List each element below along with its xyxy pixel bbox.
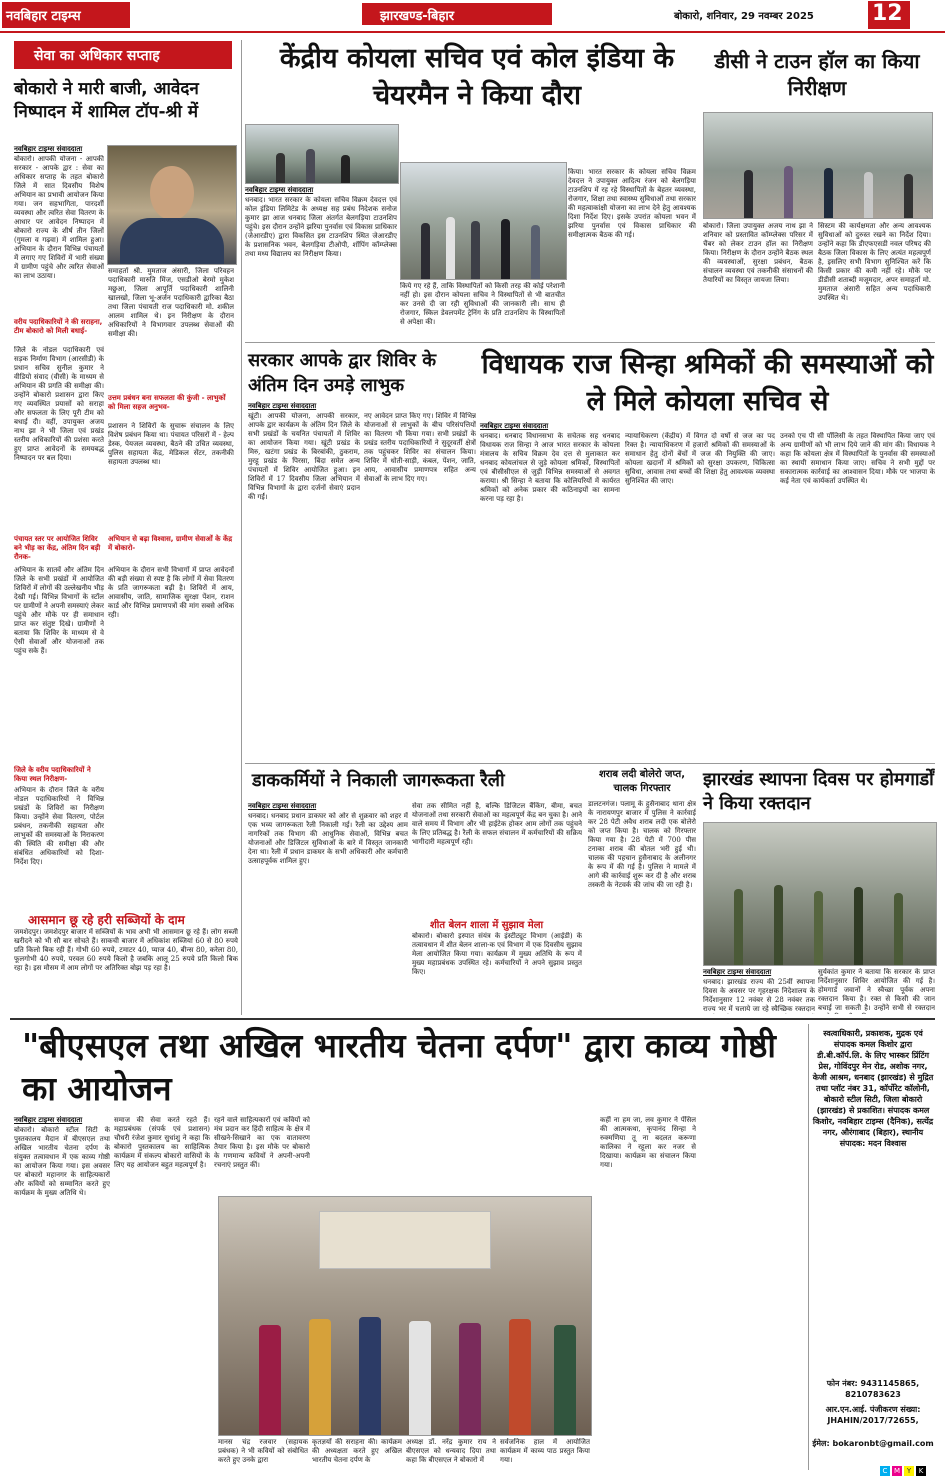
sidebar-headline: बोकारो ने मारी बाजी, आवेदन निष्पादन में शामिल टॉप-श्री में: [14, 79, 199, 122]
bottom-col-1: बोकारो। बोकारो स्टील सिटी के पुस्तकालय मैदान में बीएसएल तथा अखिल भारतीय चेतना दर्पण के संयुक्त तत्वावधान में एक काव्य गोष्ठी का आयोजन किया गया। इस अवसर पर बोकारो महानगर के साहित्यकारों और कवियों को सम्मानित करते हुए कार्यक्रम के मुख्य अतिथि थे।: [14, 1126, 110, 1197]
arrest-headline: शराब लदी बोलेरो जप्त, चालक गिरफ्तार: [598, 769, 686, 794]
sidebar-text-5: समाहर्ता श्री. मुमताज अंसारी, जिला परिवहन पदाधिकारी मारुति मिंज, एसडीओ बेरमो मुकेश मछुआ, जिला आपूर्ति पदाधिकारी शालिनी खालखो, जिला भू-अर्जन पदाधिकारी द्वारिका बैठा तथा जिला पंचायती राज पदाधिकारी मो. शकील आलम शामिल थे। इन निरीक्षण के दौरान अधिकारियों ने विभागवार उपलब्ध सेवाओं की समीक्षा की।: [108, 267, 234, 338]
sidebar-subhead-1: वरीय पदाधिकारियों ने की सराहना, टीम बोकारो को मिली बधाई-: [14, 318, 103, 335]
photo-person: [409, 1321, 431, 1435]
imprint-divider: [808, 1024, 809, 1470]
official-portrait: [107, 145, 237, 265]
mla-col-3: उनको एच पी सी पॉलिसी के तहत विस्थापित किया जाए एवं अन्य ग्रामीणों को भी लाभ दिये जाने की मांग की। विधायक ने कहा कि कोयला क्षेत्र में विस्थापितों के पुनर्वास की समस्याओं का स्थायी समाधान किया जाए। सचिव ने सभी मुद्दों पर सकारात्मक कार्रवाई का आश्वासन दिया। मौके पर भाजपा के कई नेता एवं कार्यकर्ता उपस्थित थे।: [780, 432, 935, 485]
cmyk-k: K: [916, 1466, 926, 1476]
photo-person: [824, 168, 833, 218]
homeguard-headline: झारखंड स्थापना दिवस पर होमगार्डों ने किया रक्तदान: [703, 769, 934, 814]
masthead-rule: [0, 31, 945, 33]
lead-photo-1: [245, 124, 399, 184]
photo-person: [894, 893, 903, 965]
mla-headline: विधायक राज सिन्हा श्रमिकों की समस्याओं को ले मिले कोयला सचिव से: [481, 349, 934, 417]
photo-person: [459, 1323, 481, 1435]
section-name: झारखण्ड-बिहार: [380, 9, 455, 24]
lead-col-2: किये गए रहे हैं, ताकि विस्थापितों को किसी तरह की कोई परेशानी नहीं हो। इस दौरान कोयला सचिव ने विस्थापितों से भी बातचीत कर उनसे दी जा रही सुविधाओं की जानकारी ली। साथ ही रोजगार, स्किल डेवलपमेंट ट्रेनिंग के प्रति टाउनशिप के विस्थापितों से अपेक्षा की।: [400, 282, 565, 326]
sidebar-text-2: जिले के नोडल पदाधिकारी एवं सड़क निर्माण विभाग (आरसीडी) के प्रधान सचिव सुनील कुमार ने वीडियो संवाद (वीसी) के माध्यम से अभियान की प्रगति की समीक्षा की। उन्होंने बोकारो प्रशासन द्वारा किए गए व्यवस्थित प्रयासों को सराहा और सफलता के लिए पूरी टीम को बधाई दी। वहीं, उपायुक्त अजय नाथ झा ने भी जिला एवं प्रखंड स्तरीय अधिकारियों की प्रशंसा करते हुए प्राप्त आवेदनों के समयबद्ध निष्पादन पर बल दिया।: [14, 346, 104, 462]
postal-byline: नवबिहार टाइम्स संवाददाता: [248, 802, 317, 810]
photo-person: [276, 153, 285, 183]
sidebar-byline: नवबिहार टाइम्स संवाददाता: [14, 145, 83, 153]
poetry-meet-photo: [218, 1196, 592, 1436]
homeguard-photo: [703, 822, 937, 966]
portrait-face: [150, 166, 194, 220]
section-rule: [245, 342, 935, 343]
cmyk-y: Y: [904, 1466, 914, 1476]
photo-person: [864, 172, 873, 218]
photo-person: [421, 223, 430, 279]
bottom-col-2: समाज की सेवा करते रहते हैं। महाप्रबंधक (संपर्क एवं प्रशासन) चौधरी रंजेश कुमार सुधांशु ने कहा कि बोकारो पुस्तकालय का साहित्यिक कार्यक्रम में संकल्प बोकारो वासियों के लिए यह आयोजन बहुत महत्वपूर्ण है।: [114, 1116, 210, 1169]
imprint-registration: आर.एन.आई. पंजीकरण संख्या: JHAHIN/2017/72655,: [825, 1405, 921, 1425]
imprint-text: स्वत्वाधिकारी, प्रकाशक, मुद्रक एवं संपादक कमल किशोर द्वारा डी.बी.कॉर्प.लि. के लिए भास्कर प्रिंटिंग प्रेस, गोविंदपुर मेन रोड, अशोक नगर, केजी आश्रम, धनबाद (झारखंड) से मुद्रित तथा प्लॉट नंबर 31, कॉर्पोरेट कॉलोनी, बोकारो स्टील सिटी, जिला बोकारो (झारखंड) से प्रकाशित। संपादक कमल किशोर, नवबिहार टाइम्स (दैनिक), सत्येंद्र नगर, औरंगाबाद (बिहार), स्थानीय संपादक: मदन विश्वास: [812, 1029, 934, 1148]
photo-person: [744, 170, 753, 218]
portrait-suit: [120, 218, 224, 264]
cmyk-c: C: [880, 1466, 890, 1476]
sidebar-label: सेवा का अधिकार सप्ताह: [34, 48, 160, 64]
bottom-byline: नवबिहार टाइम्स संवाददाता: [14, 1116, 83, 1124]
photo-person: [904, 174, 913, 218]
mla-col-2: न्यायाधिकरण (केंद्रीय) में विगत दो वर्षों से जज का पद रिक्त है। न्यायाधिकरण में हजारों श्रमिकों की समस्याओं के समाधान हेतु दोनों बेंचों में जज की नियुक्ति की जाए। कोयला खदानों में श्रमिकों को सुरक्षा उपकरण, चिकित्सा सुविधा, आवास तथा बच्चों की शिक्षा हेतु आवश्यक व्यवस्था सुनिश्चित की जाए।: [625, 432, 775, 485]
imprint-email: ईमेल: bokaronbt@gmail.com: [812, 1439, 934, 1448]
veg-text: जमशेदपुर। जमशेदपुर बाजार में सब्जियों के भाव अभी भी आसमान छू रहे हैं। लोग सब्जी खरीदने को भी सौ बार सोचते हैं। साकची बाजार में अधिकांश सब्जियां 60 से 80 रुपये प्रति किलो बिक रही हैं। गोभी 60 रुपये, टमाटर 40, प्याज 40, बीन्स 80, करेला 80, फूलगोभी 40 रुपये, परवल 60 रुपये किलो है जबकि आलू 25 रुपये प्रति किलो बिक रहा है। इस मौसम में आम लोगों पर अतिरिक्त बोझ पड़ रहा है।: [14, 928, 238, 972]
photo-person: [734, 889, 743, 965]
postal-col-2b: बोकारो। बोकारो इस्पात संयंत्र के इंस्टीट्यूट विभाग (आईडी) के तत्वावधान में शीत बेलन शाला-क एवं विभाग में एक दिवसीय सुझाव मेला आयोजित किया गया। कार्यक्रम में मुख्य अतिथि के रूप में मुख्य महाप्रबंधक उपस्थित रहे। कर्मचारियों ने अपने सुझाव प्रस्तुत किए।: [412, 932, 582, 976]
bottom-col-4: कहीं ना हम जा, लव कुमार ने पेंसिल की आत्मकथा, कृपानंद सिन्हा ने रुक्मणिया तू ना बदलत करूणा कालिका ने रहूला कर नजर से दिखाया। कार्यक्रम का संचालन किया गया।: [600, 1116, 696, 1169]
lead-headline: केंद्रीय कोयला सचिव एवं कोल इंडिया के चेयरमैन ने किया दौरा: [279, 43, 675, 111]
camp-headline: सरकार आपके द्वार शिविर के अंतिम दिन उमड़े लाभुक: [248, 350, 437, 396]
photo-person: [814, 891, 823, 965]
photo-person: [531, 225, 540, 279]
postal-col-2: सेवा तक सीमित नहीं है, बल्कि डिजिटल बैंकिंग, बीमा, बचत योजनाओं तथा सरकारी सेवाओं का महत्वपूर्ण केंद्र बन चुका है। आने वाले समय में विभाग और भी हाईटेक होकर आम लोगों तक पहुंचने के लिए प्रतिबद्ध है। रैली के सफल संचालन में कर्मचारियों की सक्रिय भागीदारी महत्वपूर्ण रही।: [412, 802, 582, 846]
lead-col-1: धनबाद। भारत सरकार के कोयला सचिव विक्रम देवदत्त एवं कोल इंडिया लिमिटेड के अध्यक्ष सह प्रबंध निदेशक सनोज कुमार झा आज धनबाद जिला अंतर्गत बेलगड़िया टाउनशिप पहुंचे। इस दौरान उन्होंने झरिया पुनर्वास एवं विकास प्राधिकार (जेआरडीए) द्वारा विकसित इस टाउनशिप स्थित जेआरडीए के प्रशासनिक भवन, बेलगड़िया टीओपी, शॉपिंग कॉम्प्लेक्स तथा मध्य विद्यालय का निरीक्षण किया।: [245, 196, 397, 258]
lead-photo-2: [400, 162, 567, 280]
lead-byline: नवबिहार टाइम्स संवाददाता: [245, 186, 314, 194]
photo-person: [309, 1319, 331, 1435]
dateline: बोकारो, शनिवार, 29 नवम्बर 2025: [674, 11, 814, 22]
camp-col-1: खूंटी। आपकी योजना, आपकी सरकार, आपके द्वार कार्यक्रम के अंतिम दिन जिले के सभी प्रखंडों के चयनित पंचायतों में शिविर का आयोजन किया गया। खूंटी प्रखंड के मिरु, खटंगा प्रखंड के बिरबांकी, ठुकराम, मुरहू प्रखंड के पिरसा, बिंदा समेत अन्य पंचायतों में शिविर आयोजित हुआ। इन शिविरों में 17 दिवसीय जिला अभियान में विभिन्न विभागों के द्वारा दर्जनों सेवाएं प्रदान की गईं।: [248, 412, 360, 501]
bottom-caption-3: अध्यक्ष डॉ. नरेंद्र कुमार राय ने बीएसएल को धन्यवाद दिया तथा कहा कि बीएसएल ने बोकारो में: [406, 1438, 496, 1464]
postal-subhead: शीत बेलन शाला में सुझाव मेला: [430, 920, 544, 931]
photo-person: [509, 1319, 531, 1435]
sidebar-subhead-5: अभियान से बढ़ा विश्वास, ग्रामीण सेवाओं के केंद्र में बोकारो-: [108, 535, 233, 552]
photo-person: [306, 149, 315, 183]
brand-name: नवबिहार टाइम्स: [6, 9, 81, 24]
bottom-caption-2: कृतज्ञयों की सराहना की। कार्यक्रम की अध्यक्षता करते हुए अखिल भारतीय चेतना दर्पण के: [312, 1438, 402, 1464]
photo-person: [259, 1325, 281, 1435]
sidebar-text-6: प्रशासन ने शिविरों के सुचारू संचालन के लिए विशेष प्रबंधन किया था। पंचायत परिसरों में - हेल्प डेस्क, पेयजल व्यवस्था, बैठने की उचित व्यवस्था, पुलिस सहायता केंद्र, मेडिकल सेंटर, तकनीकी सहायता उपलब्ध था।: [108, 422, 234, 466]
photo-person: [359, 1317, 381, 1435]
mla-col-1: धनबाद। धनबाद विधानसभा के सचेतक सह धनबाद विधायक राज सिन्हा ने आज भारत सरकार के कोयला मंत्रालय के सचिव विक्रम देव दत्त से मुलाकात कर धनबाद कोयलांचल से जुड़े कोयला श्रमिकों, विस्थापितों एवं बीसीसीएल से जुड़ी विभिन्न समस्याओं से अवगत कराया। श्री सिन्हा ने बताया कि कोलियरियों में कार्यरत श्रमिकों को अनेक प्रकार की कठिनाइयों का सामना करना पड़ रहा है।: [480, 432, 620, 503]
lead-col-3: किया। भारत सरकार के कोयला सचिव विक्रम देवदत्त ने उपायुक्त आदित्य रंजन को बेलगड़िया टाउनशिप में रह रहे विस्थापितों के बेहतर व्यवस्था, रोजगार, शिक्षा तथा स्वास्थ्य सुविधाओं तथा सरकार की महत्वाकांक्षी योजना का लाभ देने हेतु आवश्यक दिशा निर्देश दिए। इसके उपरांत कोयला भवन में झरिया पुनर्वास एवं विकास प्राधिकार की समीक्षात्मक बैठक की गई।: [568, 168, 696, 239]
imprint-phone: फोन नंबर: 9431145865, 8210783623: [826, 1379, 920, 1399]
section-rule: [245, 763, 935, 764]
homeguard-byline: नवबिहार टाइम्स संवाददाता: [703, 968, 772, 976]
sidebar-divider: [241, 40, 242, 1015]
photo-person: [774, 885, 783, 965]
photo-person: [446, 217, 455, 279]
sidebar-text-7: अभियान के दौरान सभी विभागों में प्राप्त आवेदनों की बड़ी संख्या से स्पष्ट है कि लोगों में सेवा वितरण के प्रति जागरूकता बढ़ी है। शिविरों में आय, आवासीय, जाति, सामाजिक सुरक्षा पेंशन, राशन कार्ड और विभिन्न प्रमाणपत्रों की मांग सबसे अधिक रही।: [108, 566, 234, 619]
arrest-text: डालटनगंज। पलामू के हुसैनाबाद थाना क्षेत्र के नारायणपुर बाजार में पुलिस ने कार्रवाई कर 28 पेटी अवैध शराब लदी एक बोलेरो को जप्त किया है। चालक को गिरफ्तार किया गया है। 28 पेटी में 700 पीस टनाका शराब की बोतल भरी हुई थी। चालक की पहचान हुसैनाबाद के अलीनगर के रूप में की गई है। पुलिस ने मामले में आगे की कार्रवाई शुरू कर दी है और शराब तस्करी के नेटवर्क की जांच की जा रही है।: [588, 800, 696, 889]
dc-col-2: सिस्टम की कार्यक्षमता और अन्य आवश्यक सुविधाओं को दुरुस्त रखने का निर्देश दिया। उन्होंने कहा कि डीएफएसडी नवल परिषद की बैठक जिला विकास के लिए अत्यंत महत्वपूर्ण है, इसलिए सभी विभाग सुनिश्चित करें कि किसी प्रकार की कमी नहीं रहे। मौके पर डीडीसी शताब्दी मजूमदार, अपर समाहर्ता मो. मुमताज अंसारी सहित अन्य पदाधिकारी उपस्थित थे।: [818, 222, 931, 302]
photo-person: [501, 219, 510, 279]
bottom-headline: "बीएसएल तथा अखिल भारतीय चेतना दर्पण" द्वारा काव्य गोष्ठी का आयोजन: [22, 1026, 776, 1108]
photo-person: [341, 155, 350, 183]
photo-person: [554, 1325, 576, 1435]
dc-col-1: बोकारो। जिला उपायुक्त अजय नाथ झा ने शनिवार को प्रस्तावित कॉम्प्लेक्स परिसर में चैंबर को लेकर टाउन हॉल का निरीक्षण किया। निरीक्षण के दौरान उन्होंने बैठक स्थल की व्यवस्थाओं, सुरक्षा प्रबंधन, बैठक संचालन व्यवस्था एवं तकनीकी संसाधनों की तैयारियों का विस्तृत जायजा लिया।: [703, 222, 813, 284]
sidebar-text-1: बोकारो। आपकी योजना - आपकी सरकार - आपके द्वार : सेवा का अधिकार सप्ताह के तहत बोकारो जिले में सात दिवसीय विशेष अभियान का प्रभावी आयोजन किया गया। जन सहभागिता, पारदर्शी व्यवस्था और त्वरित सेवा वितरण के आधार पर आवेदन निष्पादन में बोकारो राज्य के शीर्ष तीन जिलों (गुमला व गढ़वा) में शामिल हुआ। अभियान के दौरान विभिन्न पंचायतों में लगाए गए शिविरों में भारी संख्या में ग्रामीण पहुंचे और त्वरित सेवाओं का लाभ उठाया।: [14, 155, 104, 280]
dc-photo: [703, 112, 933, 219]
sidebar-subhead-3: जिले के वरीय पदाधिकारियों ने किया स्थल निरीक्षण-: [14, 766, 91, 783]
camp-byline: नवबिहार टाइम्स संवाददाता: [248, 402, 317, 410]
homeguard-col-2: सुर्यकांत कुमार ने बताया कि सरकार के प्राप्त निर्देशानुसार शिविर आयोजित की गई है। होमगार्ड जवानों ने स्वैच्छा पूर्वक अपना रक्तदान किया है। रक्त से किसी की जान बचाई जा सकती है। उन्होंने सभी से रक्तदान: [818, 968, 935, 1012]
bottom-rule: [10, 1018, 935, 1020]
cmyk-marks: [880, 1466, 940, 1476]
sidebar-subhead-4: उत्तम प्रबंधन बना सफलता की कुंजी - लाभुकों को मिला सहज अनुभव-: [108, 394, 226, 411]
sidebar-subhead-2: पंचायत स्तर पर आयोजित शिविर बने भीड़ का केंद्र, अंतिम दिन बड़ी रौनक-: [14, 535, 101, 561]
bottom-col-3: रहने वाले साहित्यकारों एवं कवियों को मंच प्रदान कर हिंदी साहित्य के क्षेत्र में सीखने-सिखाने का एक वातावरण तैयार किया है। इस मौके पर बोकारो के गणमान्य कवियों ने अपनी-अपनी रचनाएं प्रस्तुत कीं।: [214, 1116, 310, 1169]
cmyk-m: M: [893, 1467, 901, 1475]
mla-byline: नवबिहार टाइम्स संवाददाता: [480, 422, 549, 430]
photo-person: [471, 221, 480, 279]
veg-headline: आसमान छू रहे हरी सब्जियों के दाम: [28, 913, 185, 927]
sidebar-text-3: अभियान के सातवें और अंतिम दिन जिले के सभी प्रखंडों में आयोजित शिविरों में लोगों की उल्लेखनीय भीड़ देखी गई। विभिन्न विभागों के स्टॉल पर ग्रामीणों ने अपनी समस्याएं लेकर पहुंचे और मौके पर ही समाधान प्राप्त कर संतुष्ट दिखे। ग्रामीणों ने बताया कि शिविर के माध्यम से वे ऐसी सेवाओं और योजनाओं तक पहुंच सके हैं।: [14, 566, 104, 655]
page-number: 12: [872, 1, 903, 26]
homeguard-col-1: धनबाद। झारखंड राज्य की 25वीं स्थापना दिवस के अवसर पर गृहरक्षक निदेशालय के निर्देशानुसार 12 नवंबर से 28 नवंबर तक राज्य भर में चलाये जा रहे स्वैच्छिक रक्तदान: [703, 978, 815, 1013]
postal-col-1: धनबाद। धनबाद प्रधान डाकघर को ओर से शुक्रवार को शहर में एक भव्य जागरूकता रैली निकाली गई। रैली का उद्देश्य आम नागरिकों तक विभाग की आधुनिक सेवाओं, विभिन्न बचत योजनाओं और डिजिटल सुविधाओं के बारे में विस्तृत जानकारी देना था। रैली में प्रधान डाकघर के सभी अधिकारी और कर्मचारी उत्साहपूर्वक शामिल हुए।: [248, 812, 408, 865]
photo-person: [784, 166, 793, 218]
photo-person: [854, 887, 863, 965]
camp-col-2: नए आवेदन प्राप्त किए गए। शिविर में विभिन्न योजनाओं से लाभुकों के बीच परिसंपत्तियों का वितरण भी किया गया। सभी प्रखंडों के प्रखंड स्तरीय पदाधिकारियों ने सुदूरवर्ती क्षेत्रों तक पहुंचकर शिविर का संचालन किया। शिविर में धोती-साड़ी, कंबल, पेंशन, जाति, आय, आवासीय प्रमाणपत्र सहित अन्य सेवाओं के लाभ दिए गए।: [364, 412, 476, 483]
dc-headline: डीसी ने टाउन हॉल का किया निरीक्षण: [714, 49, 920, 100]
sidebar-text-4: अभियान के दौरान जिले के वरीय नोडल पदाधिकारियों ने विभिन्न प्रखंडों के शिविरों का निरीक्षण किया। उन्होंने सेवा वितरण, पोर्टल प्रबंधन, तकनीकी सहायता और लाभुकों की समस्याओं के निराकरण की स्थिति की समीक्षा की और संबंधित अधिकारियों को दिशा-निर्देश दिए।: [14, 786, 104, 866]
bottom-caption-1: मानस चंद्र रजवार (सहायक प्रबंधक) ने भी कवियों को संबोधित करते हुए उनके द्वारा: [218, 1438, 308, 1464]
bottom-caption-4: सर्वजनिक हाल में आयोजित कार्यक्रम में काव्य पाठ प्रस्तुत किया गया।: [500, 1438, 590, 1464]
stage-banner: [319, 1211, 491, 1269]
postal-headline: डाककर्मियों ने निकाली जागरूकता रैली: [252, 770, 505, 791]
